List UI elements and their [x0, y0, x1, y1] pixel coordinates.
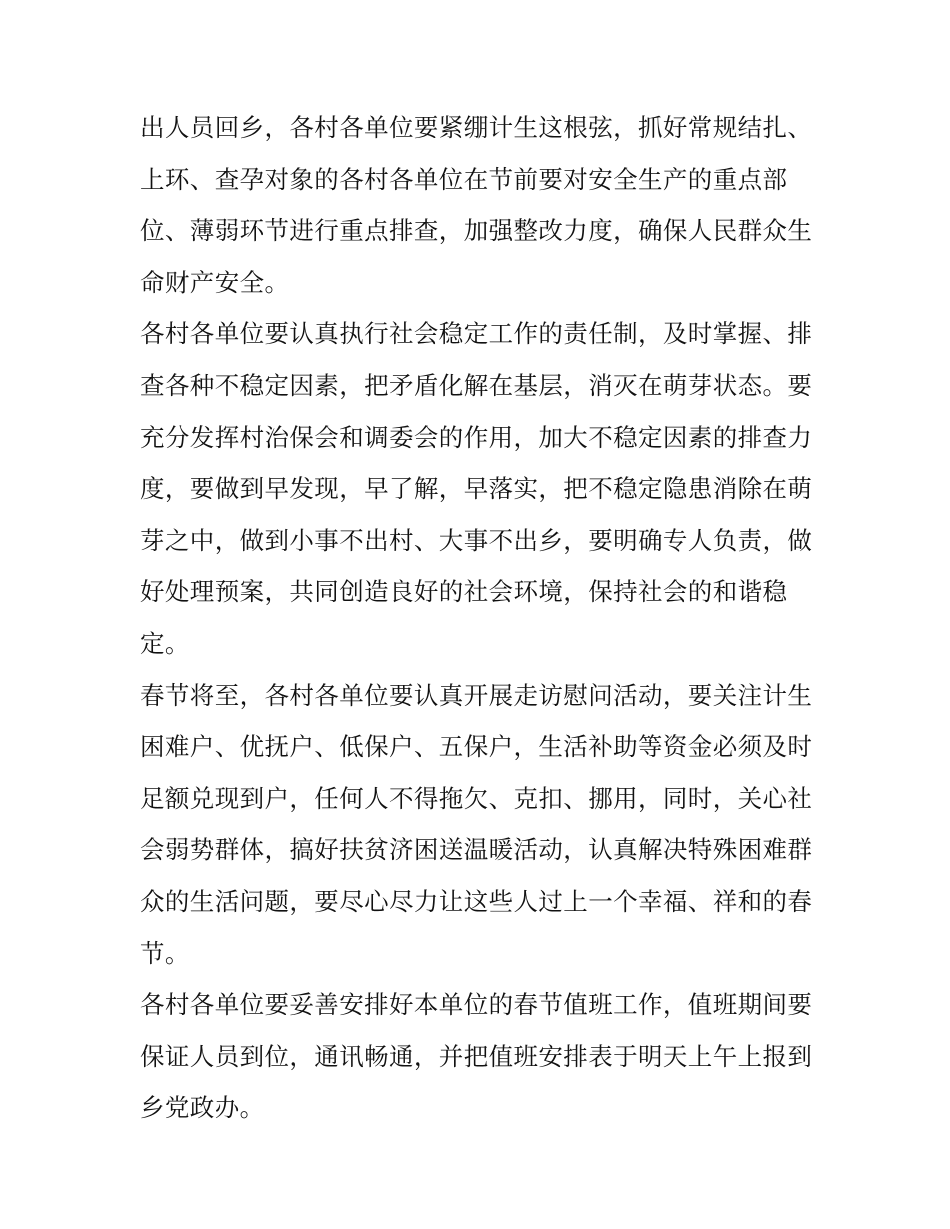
- text-line: 芽之中，做到小事不出村、大事不出乡，要明确专人负责，做: [140, 525, 812, 555]
- text-line: 好处理预案，共同创造良好的社会环境，保持社会的和谐稳: [140, 577, 788, 607]
- text-line: 会弱势群体，搞好扶贫济困送温暖活动，认真解决特殊困难群: [140, 835, 812, 865]
- text-line: 足额兑现到户，任何人不得拖欠、克扣、挪用，同时，关心社: [140, 783, 812, 813]
- text-line: 命财产安全。: [140, 267, 290, 297]
- text-line: 春节将至，各村各单位要认真开展走访慰问活动，要关注计生: [140, 680, 812, 710]
- text-line: 查各种不稳定因素，把矛盾化解在基层，消灭在萌芽状态。要: [140, 370, 812, 400]
- text-line: 出人员回乡，各村各单位要紧绷计生这根弦，抓好常规结扎、: [140, 113, 812, 142]
- text-line: 上环、查孕对象的各村各单位在节前要对安全生产的重点部: [140, 164, 788, 194]
- text-line: 众的生活问题，要尽心尽力让这些人过上一个幸福、祥和的春: [140, 886, 812, 916]
- text-line: 充分发挥村治保会和调委会的作用，加大不稳定因素的排查力: [140, 422, 812, 452]
- text-line: 困难户、优抚户、低保户、五保户，生活补助等资金必须及时: [140, 732, 812, 762]
- text-line: 各村各单位要妥善安排好本单位的春节值班工作，值班期间要: [140, 990, 812, 1020]
- text-line: 保证人员到位，通讯畅通，并把值班安排表于明天上午上报到: [140, 1041, 812, 1071]
- text-line: 各村各单位要认真执行社会稳定工作的责任制，及时掌握、排: [140, 319, 812, 349]
- text-line: 乡党政办。: [140, 1093, 265, 1123]
- text-line: 定。: [140, 628, 190, 658]
- text-line: 节。: [140, 938, 190, 968]
- document-body: [140, 102, 812, 1134]
- text-line: 位、薄弱环节进行重点排查，加强整改力度，确保人民群众生: [140, 216, 812, 246]
- text-line: 度，要做到早发现，早了解，早落实，把不稳定隐患消除在萌: [140, 474, 812, 504]
